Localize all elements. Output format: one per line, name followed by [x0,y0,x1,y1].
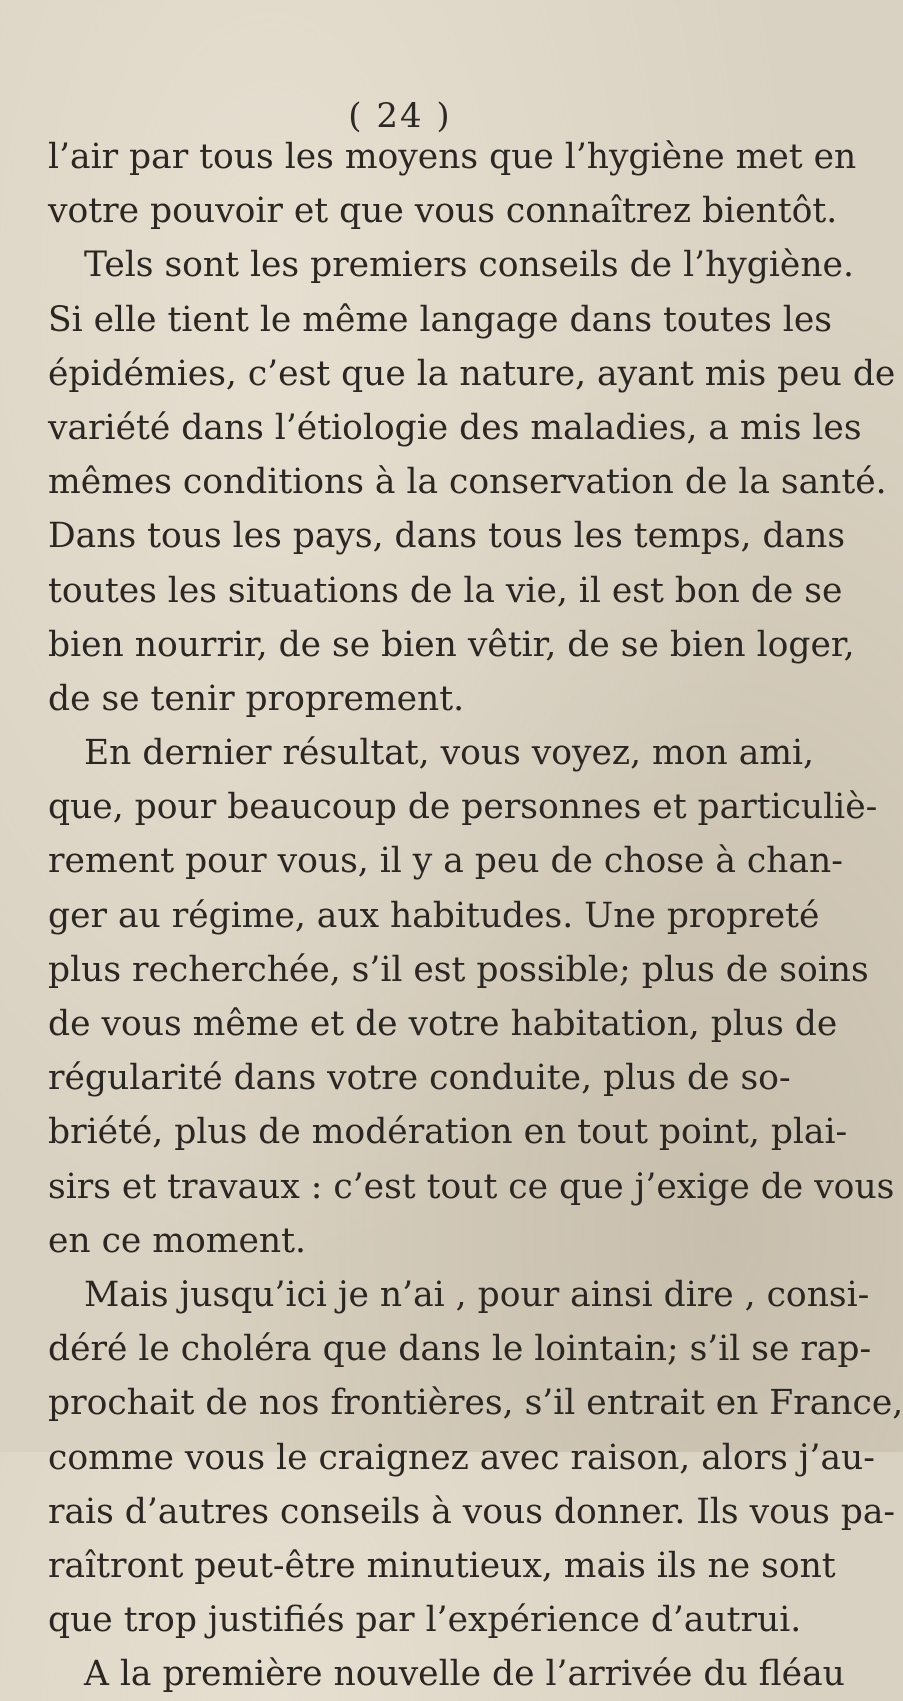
text-line: déré le choléra que dans le lointain; s’il se rap- [48,1329,872,1370]
text-line: toutes les situations de la vie, il est bon de se [48,570,843,611]
text-line: l’air par tous les moyens que l’hygiène met en [48,137,857,177]
text-line: rement pour vous, il y a peu de chose à chan- [48,841,843,882]
text-line: que, pour beaucoup de personnes et particuliè- [48,787,878,828]
page-number: ( 24 ) [348,96,452,136]
text-line: bien nourrir, de se bien vêtir, de se bien loger, [48,624,855,665]
text-line: ger au régime, aux habitudes. Une propreté [48,895,820,936]
text-line: En dernier résultat, vous voyez, mon ami, [84,733,814,774]
text-line: plus recherchée, s’il est possible; plus de soins [48,949,869,990]
text-line: A la première nouvelle de l’arrivée du fléau [84,1654,845,1695]
text-line: variété dans l’étiologie des maladies, a mis les [48,407,862,448]
text-line: Dans tous les pays, dans tous les temps, dans [48,516,846,557]
text-line: Si elle tient le même langage dans toutes les [48,299,832,340]
text-line: Tels sont les premiers conseils de l’hygiène. [84,245,854,286]
text-line: briété, plus de modération en tout point, plai- [48,1112,848,1153]
text-line: prochait de nos frontières, s’il entrait en France, [48,1383,903,1424]
text-line: en ce moment. [48,1220,306,1261]
text-line: épidémies, c’est que la nature, ayant mis peu de [48,353,896,394]
text-line: mêmes conditions à la conservation de la santé. [48,462,887,503]
text-line: comme vous le craignez avec raison, alors j’au- [48,1437,875,1478]
text-line: votre pouvoir et que vous connaîtrez bientôt. [48,191,838,232]
text-line: raîtront peut-être minutieux, mais ils ne sont [48,1545,836,1586]
body-text [48,130,903,1701]
text-line: de se tenir proprement. [48,678,465,719]
text-line: rais d’autres conseils à vous donner. Ils vous pa- [48,1491,896,1532]
text-line: de vous même et de votre habitation, plus de [48,1004,838,1044]
text-line: que trop justifiés par l’expérience d’autrui. [48,1600,802,1641]
text-line: régularité dans votre conduite, plus de so- [48,1058,791,1099]
text-line: Mais jusqu’ici je n’ai , pour ainsi dire , consi- [84,1274,870,1315]
text-line: sirs et travaux : c’est tout ce que j’exige de vous [48,1166,895,1207]
